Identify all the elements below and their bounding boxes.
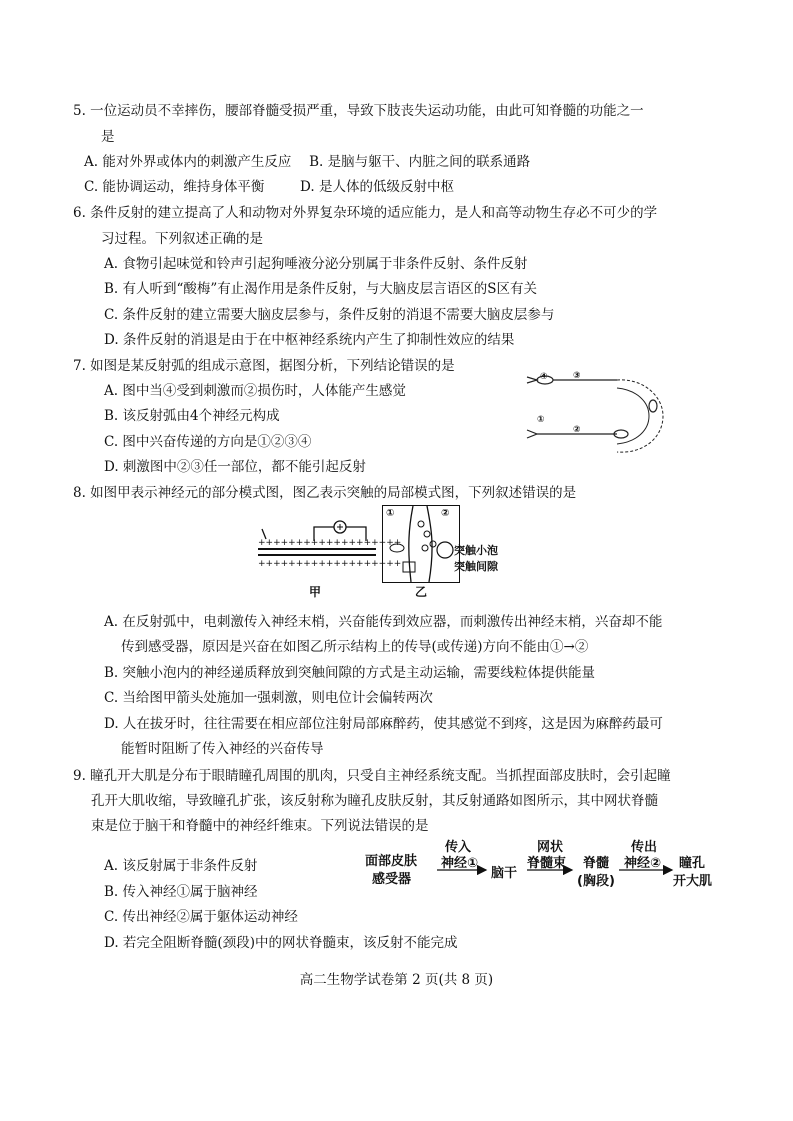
afferent-line1: 传入	[445, 840, 472, 855]
q6-option-d: D. 条件反射的消退是由于在中枢神经系统内产生了抑制性效应的结果	[104, 332, 515, 348]
arc-label-1: ①	[537, 415, 545, 425]
arc-label-2: ②	[573, 425, 581, 435]
spinal-cord-line2: (胸段)	[577, 874, 615, 889]
q9-option-c: C. 传出神经②属于躯体运动神经	[104, 909, 298, 925]
tract-line1: 网状	[537, 840, 564, 855]
q9-stem-line2: 孔开大肌收缩，导致瞳孔扩张，该反射称为瞳孔皮肤反射，其反射通路如图所示，其中网状脊髓	[91, 793, 658, 809]
effector-line2: 开大肌	[673, 874, 713, 889]
q6-option-b: B. 有人听到“酸梅”有止渴作用是条件反射，与大脑皮层言语区的S区有关	[104, 281, 538, 297]
q9-option-a: A. 该反射属于非条件反射	[104, 858, 258, 874]
arc-label-4: ④	[540, 372, 548, 382]
q9-stem-line1: 9. 瞳孔开大肌是分布于眼睛瞳孔周围的肌肉，只受自主神经系统支配。当抓捏面部皮肤时，会引起瞳	[73, 768, 671, 784]
synapse-box	[382, 505, 460, 583]
q9-stem-line3: 束是位于脑干和脊髓中的神经纤维束。下列说法错误的是	[91, 818, 429, 834]
spinal-cord-line1: 脊髓	[583, 856, 610, 871]
effector-line1: 瞳孔	[679, 856, 706, 871]
q7-option-c: C. 图中兴奋传递的方向是①②③④	[104, 434, 312, 450]
efferent-line1: 传出	[631, 840, 658, 855]
q6-stem-line2: 习过程。下列叙述正确的是	[101, 231, 263, 247]
q5-options-row1: A. 能对外界或体内的刺激产生反应 B. 是脑与躯干、内脏之间的联系通路	[84, 154, 531, 170]
pupil-reflex-pathway	[365, 836, 725, 894]
q8-option-c: C. 当给图甲箭头处施加一强刺激，则电位计会偏转两次	[104, 690, 433, 706]
q5-stem-line2: 是	[101, 129, 115, 145]
tract-line2: 脊髓束	[527, 856, 567, 871]
q9-option-d: D. 若完全阻断脊髓(颈段)中的网状脊髓束，该反射不能完成	[104, 935, 458, 951]
efferent-line2: 神经②	[624, 856, 662, 871]
q5-options-row2: C. 能协调运动，维持身体平衡 D. 是人体的低级反射中枢	[84, 179, 454, 195]
label-yi: 乙	[415, 585, 428, 599]
q8-option-d-line1: D. 人在拔牙时，往往需要在相应部位注射局部麻醉药，使其感觉不到疼，这是因为麻醉药最可	[104, 716, 663, 732]
q6-stem-line1: 6. 条件反射的建立提高了人和动物对外界复杂环境的适应能力，是人和高等动物生存必不可少的学	[73, 205, 658, 221]
q8-stem: 8. 如图甲表示神经元的部分模式图，图乙表示突触的局部模式图，下列叙述错误的是	[73, 485, 577, 501]
receptor-line2: 感受器	[372, 872, 412, 887]
arc-label-3: ③	[573, 371, 581, 381]
afferent-line2: 神经①	[441, 856, 479, 871]
synapse-label-2: ②	[441, 508, 450, 519]
label-synaptic-cleft: 突触间隙	[454, 560, 498, 573]
q8-option-d-line2: 能暂时阻断了传入神经的兴奋传导	[121, 741, 324, 757]
q8-option-b: B. 突触小泡内的神经递质释放到突触间隙的方式是主动运输，需要线粒体提供能量	[104, 665, 596, 681]
neuron-diagram	[254, 519, 402, 585]
page-footer: 高二生物学试卷第 2 页(共 8 页)	[299, 972, 494, 988]
label-synaptic-vesicle: 突触小泡	[454, 544, 498, 557]
svg-text:+++++++++++++++++++: +++++++++++++++++++	[258, 559, 402, 569]
reflex-arc-figure	[525, 368, 675, 460]
receptor-line1: 面部皮肤	[365, 854, 418, 869]
q7-option-d: D. 刺激图中②③任一部位，都不能引起反射	[104, 459, 366, 475]
q5-stem-line1: 5. 一位运动员不幸摔伤，腰部脊髓受损严重，导致下肢丧失运动功能，由此可知脊髓的功能之一	[73, 103, 644, 119]
q9-option-b: B. 传入神经①属于脑神经	[104, 884, 258, 900]
neuron-synapse-figure	[254, 505, 504, 597]
q8-option-a-line2: 传到感受器，原因是兴奋在如图乙所示结构上的传导(或传递)方向不能由①→②	[121, 639, 589, 655]
q8-option-a-line1: A. 在反射弧中，电刺激传入神经末梢，兴奋能传到效应器，而刺激传出神经末梢，兴奋却不能	[104, 614, 663, 630]
svg-text:+++++++++++++++++++: +++++++++++++++++++	[258, 538, 402, 548]
label-jia: 甲	[309, 585, 322, 599]
q7-option-a: A. 图中当④受到刺激而②损伤时，人体能产生感觉	[104, 383, 406, 399]
brainstem-label: 脑干	[491, 866, 518, 881]
q7-option-b: B. 该反射弧由4个神经元构成	[104, 408, 280, 424]
q6-option-c: C. 条件反射的建立需要大脑皮层参与，条件反射的消退不需要大脑皮层参与	[104, 307, 555, 323]
synapse-label-1: ①	[386, 508, 395, 519]
q7-stem: 7. 如图是某反射弧的组成示意图，据图分析，下列结论错误的是	[73, 358, 455, 374]
q6-option-a: A. 食物引起味觉和铃声引起狗唾液分泌分别属于非条件反射、条件反射	[104, 256, 528, 272]
